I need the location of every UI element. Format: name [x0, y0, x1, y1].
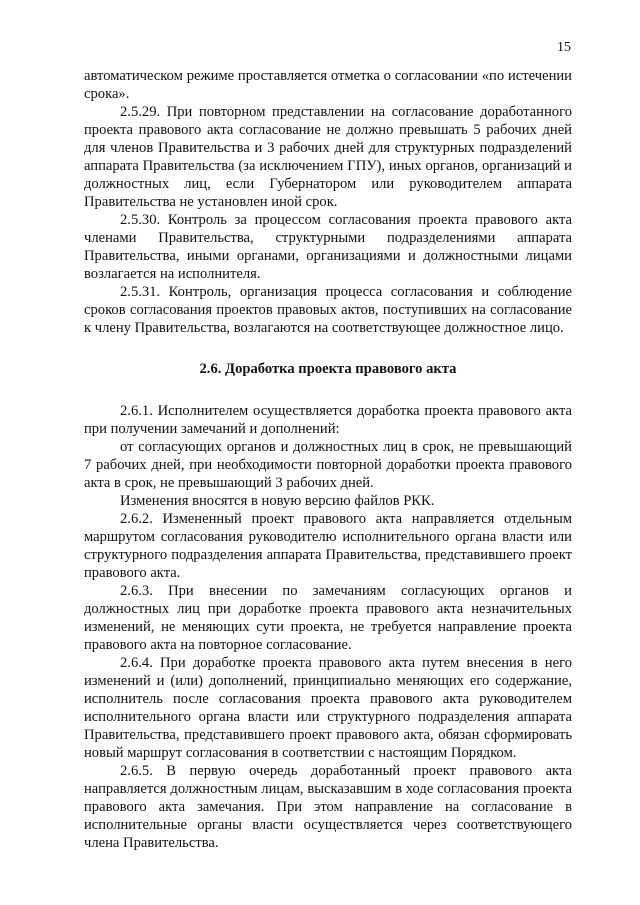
document-body	[84, 67, 572, 852]
paragraph-2-6-2: 2.6.2. Измененный проект правового акта направляется отдельным маршрутом согласования руководителю исполнительного органа власти или структурного подразделения аппарата Правительства, представившего проект правового акта.	[84, 511, 572, 581]
section-heading: 2.6. Доработка проекта правового акта	[199, 361, 457, 377]
paragraph-2-5-30: 2.5.30. Контроль за процессом согласования проекта правового акта членами Правительства, структурными подразделениями аппарата Правительства, иными органами, организациями и должностными лицами возлагается на исполнителя.	[84, 212, 572, 282]
paragraph-changes-note: Изменения вносятся в новую версию файлов РКК.	[120, 493, 435, 509]
paragraph-2-6-3: 2.6.3. При внесении по замечаниям согласующих органов и должностных лиц при доработке проекта правового акта незначительных изменений, не меняющих сути проекта, не требуется направление проекта правового акта на повторное согласование.	[84, 583, 572, 653]
paragraph-2-6-1: 2.6.1. Исполнителем осуществляется доработка проекта правового акта при получении замечаний и дополнений:	[84, 403, 572, 437]
paragraph-2-5-29: 2.5.29. При повторном представлении на согласование доработанного проекта правового акта согласование не должно превышать 5 рабочих дней для членов Правительства и 3 рабочих дней для структурных подразделений аппарата Правительства (за исключением ГПУ), иных органов, организаций и должностных лиц, если Губернатором или руководителем аппарата Правительства не установлен иной срок.	[84, 104, 572, 210]
page-number: 15	[557, 40, 571, 55]
paragraph-2-6-1-sub: от согласующих органов и должностных лиц в срок, не превышающий 7 рабочих дней, при необходимости повторной доработки проекта правового акта в срок, не превышающий 3 рабочих дней.	[84, 439, 572, 491]
paragraph-continuation: автоматическом режиме проставляется отметка о согласовании «по истечении срока».	[84, 68, 572, 102]
paragraph-2-5-31: 2.5.31. Контроль, организация процесса согласования и соблюдение сроков согласования проектов правовых актов, поступивших на согласование к члену Правительства, возлагаются на соответствующее должностное лицо.	[84, 284, 572, 336]
paragraph-2-6-5: 2.6.5. В первую очередь доработанный проект правового акта направляется должностным лицам, высказавшим в ходе согласования проекта правового акта замечания. При этом направление на согласование в исполнительные органы власти осуществляется через соответствующего члена Правительства.	[84, 763, 572, 851]
paragraph-2-6-4: 2.6.4. При доработке проекта правового акта путем внесения в него изменений и (или) дополнений, принципиально меняющих его содержание, исполнитель после согласования проекта правового акта руководителем исполнительного органа власти или структурного подразделения аппарата Правительства, представившего проект правового акта, обязан сформировать новый маршрут согласования в соответствии с настоящим Порядком.	[84, 655, 572, 761]
